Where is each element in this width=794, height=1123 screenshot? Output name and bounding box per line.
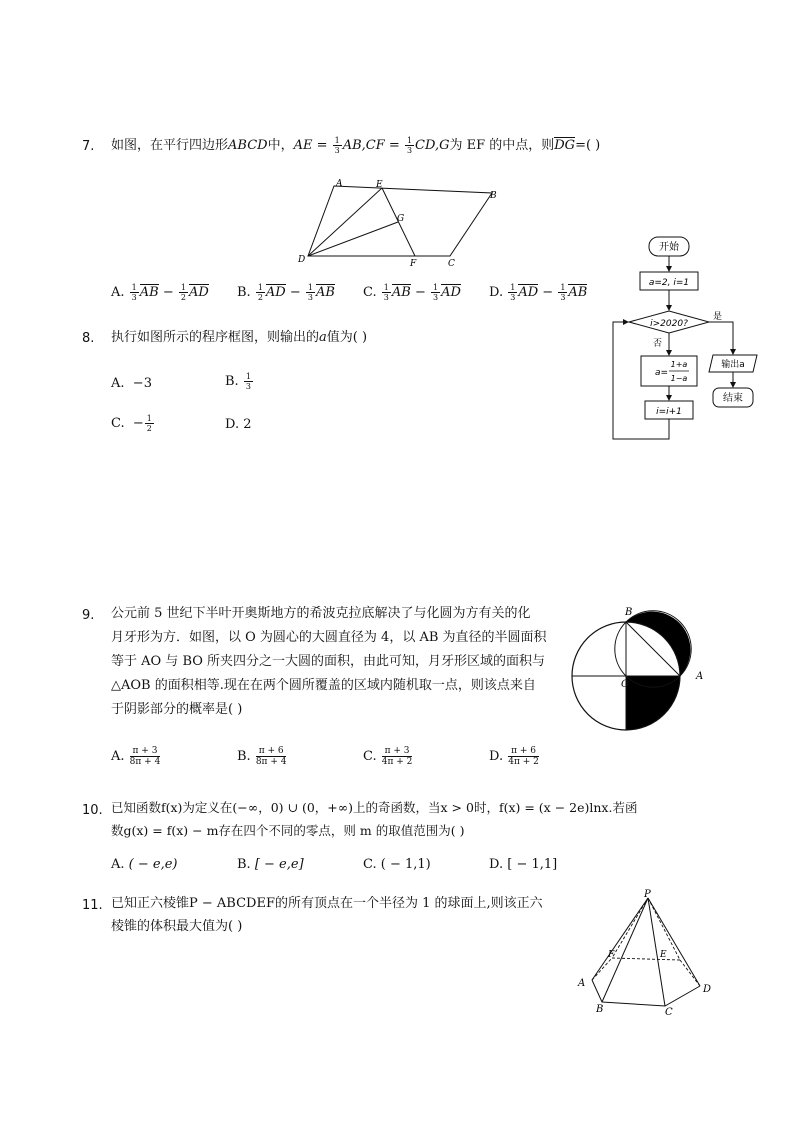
q10-option-c[interactable]: C. ( − 1,1) (363, 857, 431, 872)
flow-assign-lhs: a= (655, 368, 669, 378)
label-A: A (696, 671, 704, 682)
label-O: O (621, 679, 630, 690)
q8-option-c[interactable]: C. − $\frac{1}{2}$ (111, 414, 152, 433)
q7-option-c[interactable]: C. $\frac{1}{3}$ AB − $\frac{1}{3}$ AD (363, 283, 461, 302)
label-C: C (665, 1007, 673, 1018)
label-B: B (596, 1004, 604, 1015)
q10-option-d[interactable]: D. [ − 1,1] (489, 857, 558, 872)
q7-number: 7. (82, 139, 95, 154)
q10-option-a[interactable]: A. ( − e,e) (111, 857, 178, 872)
q9-option-a[interactable]: A. $\frac{\pi + 3}{8\pi + 4}$ (111, 746, 161, 767)
q8-stem: 执行如图所示的程序框图，则输出的a值为( ) (111, 330, 368, 345)
q10-number: 10. (82, 803, 103, 818)
q8-option-d[interactable]: D. 2 (225, 417, 252, 432)
flow-assign-num: 1+a (670, 360, 688, 369)
q8-flowchart (605, 234, 775, 444)
q11-line-1: 已知正六棱锥P − ABCDEF的所有顶点在一个半径为 1 的球面上,则该正六 (111, 896, 543, 911)
q7-stem: 如图，在平行四边形ABCD中，AE = $\frac{1}{3}$ AB,CF = $\frac{1}{3}$ CD,G为 EF 的中点，则DG=( ) (111, 136, 601, 155)
q11-pyramid-figure (570, 888, 720, 1018)
q9-line-1: 公元前 5 世纪下半叶开奥斯地方的希波克拉底解决了与化圆为方有关的化 (111, 606, 531, 621)
q10-line-1: 已知函数f(x)为定义在(−∞，0) ∪ (0，+∞)上的奇函数，当x > 0时，f(x) = (x − 2e)lnx.若函 (111, 800, 638, 815)
flow-no: 否 (653, 339, 663, 349)
label-E: E (376, 180, 383, 190)
q8-option-a[interactable]: A. −3 (111, 376, 152, 391)
frac-one-third: $\frac{1}{3}$ (406, 136, 413, 155)
q9-option-c[interactable]: C. $\frac{\pi + 3}{4\pi + 2}$ (363, 746, 413, 767)
flow-assign-den: 1−a (670, 374, 688, 383)
q7-option-b[interactable]: B. $\frac{1}{2}$ AD − $\frac{1}{3}$ AB (237, 283, 335, 302)
label-A: A (578, 978, 586, 989)
q9-line-3: 等于 AO 与 BO 所夹四分之一大圆的面积，由此可知，月牙形区域的面积与 (111, 654, 546, 669)
q10-option-b[interactable]: B. [ − e,e] (237, 857, 304, 872)
q11-line-2: 棱锥的体积最大值为( ) (111, 919, 243, 934)
q7-option-a[interactable]: A. $\frac{1}{3}$ AB − $\frac{1}{2}$ AD (111, 283, 209, 302)
q9-lune-figure (570, 600, 720, 750)
q7-parallelogram-figure (290, 176, 510, 270)
q8-option-b[interactable]: B. $\frac{1}{3}$ (225, 372, 251, 391)
q9-option-d[interactable]: D. $\frac{\pi + 6}{4\pi + 2}$ (489, 746, 539, 767)
label-F: F (410, 259, 417, 269)
flow-increment: i=i+1 (656, 407, 682, 417)
q7-option-d[interactable]: D. $\frac{1}{3}$ AD − $\frac{1}{3}$ AB (489, 283, 588, 302)
label-C: C (448, 259, 455, 269)
q9-line-2: 月牙形为方．如图，以 O 为圆心的大圆直径为 4，以 AB 为直径的半圆面积 (111, 630, 547, 645)
label-D: D (703, 984, 712, 995)
q11-number: 11. (82, 898, 103, 913)
flow-yes: 是 (713, 312, 723, 322)
flow-init: a=2, i=1 (648, 278, 690, 288)
label-E: E (660, 950, 667, 960)
label-G: G (397, 214, 405, 224)
label-A: A (336, 179, 343, 189)
q9-line-5: 于阴影部分的概率是( ) (111, 702, 243, 717)
q9-line-4: △AOB 的面积相等.现在在两个圆所覆盖的区域内随机取一点，则该点来自 (111, 678, 536, 693)
label-D: D (298, 255, 306, 265)
flow-end: 结束 (723, 393, 743, 404)
label-B: B (490, 191, 497, 201)
q10-line-2: 数g(x) = f(x) − m存在四个不同的零点，则 m 的取值范围为( ) (111, 823, 465, 838)
q9-stem (111, 602, 571, 722)
q8-number: 8. (82, 331, 95, 346)
q9-option-b[interactable]: B. $\frac{\pi + 6}{8\pi + 4}$ (237, 746, 287, 767)
flow-start: 开始 (659, 242, 679, 253)
label-F: F (608, 950, 615, 960)
label-P: P (644, 889, 651, 900)
label-B: B (625, 607, 633, 618)
flow-condition: i>2020? (650, 319, 688, 329)
flow-output: 输出a (721, 360, 745, 370)
frac-one-third: $\frac{1}{3}$ (334, 136, 340, 155)
q9-number: 9. (82, 608, 95, 623)
